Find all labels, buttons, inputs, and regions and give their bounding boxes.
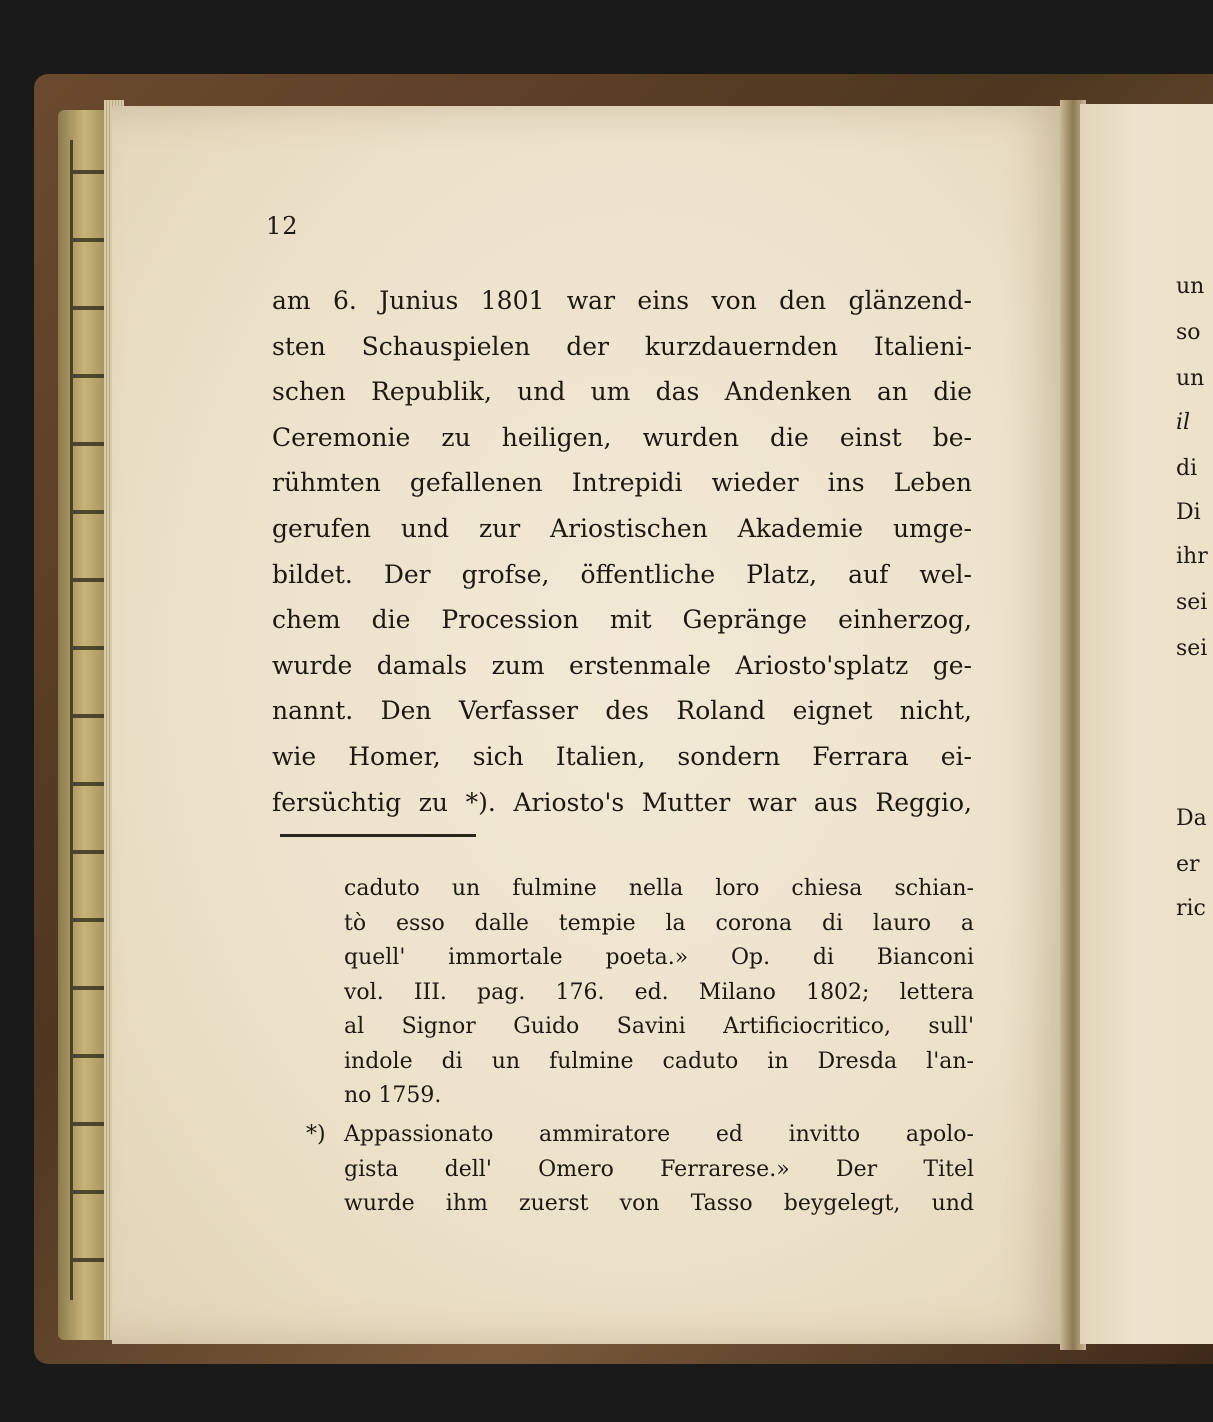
footnote-continued	[344, 872, 974, 1114]
body-line: chem die Procession mit Gepränge einherzog,	[272, 605, 972, 635]
body-line: fersüchtig zu *). Ariosto's Mutter war aus Reggio,	[272, 787, 972, 817]
body-line: schen Republik, und um das Andenken an die	[272, 377, 972, 407]
footnote-asterisk	[306, 1118, 974, 1222]
footnote-line: quell' immortale poeta.» Op. di Bianconi	[344, 945, 974, 970]
footnote-line: Appassionato ammiratore ed invitto apolo-	[344, 1122, 974, 1147]
body-line: bildet. Der grofse, öffentliche Platz, auf wel-	[272, 559, 972, 589]
facing-fragment: sei	[1176, 590, 1208, 615]
footnote-rule	[280, 834, 476, 837]
body-line: sten Schauspielen der kurzdauernden Italieni-	[272, 331, 972, 361]
body-line: wie Homer, sich Italien, sondern Ferrara ei-	[272, 741, 972, 771]
footnote-line: al Signor Guido Savini Artificiocritico, sull'	[344, 1014, 974, 1039]
facing-fragment: er	[1176, 852, 1200, 877]
facing-fragment: il	[1176, 410, 1191, 435]
facing-fragment: un	[1176, 366, 1205, 391]
facing-fragment: ihr	[1176, 544, 1208, 569]
footnote-line: wurde ihm zuerst von Tasso beygelegt, und	[344, 1191, 974, 1216]
body-line: am 6. Junius 1801 war eins von den glänzend-	[272, 286, 972, 315]
footnote-line: indole di un fulmine caduto in Dresda l'an-	[344, 1048, 974, 1074]
body-line: wurde damals zum erstenmale Ariosto'splatz ge-	[272, 650, 972, 680]
right-page	[1080, 104, 1213, 1344]
footnote-marker: *)	[306, 1122, 326, 1147]
body-line: rühmten gefallenen Intrepidi wieder ins Leben	[272, 468, 972, 498]
body-line: Ceremonie zu heiligen, wurden die einst be-	[272, 422, 972, 452]
footnote-line: vol. III. pag. 176. ed. Milano 1802; lettera	[344, 979, 974, 1005]
footnote-line: no 1759.	[344, 1083, 442, 1108]
footnote-line: caduto un fulmine nella loro chiesa schian-	[344, 876, 974, 901]
page-number: 12	[266, 212, 299, 240]
body-text	[272, 278, 972, 825]
footnote-line: gista dell' Omero Ferrarese.» Der Titel	[344, 1156, 974, 1182]
body-line: gerufen und zur Ariostischen Akademie umge-	[272, 513, 972, 543]
footnote-line: tò esso dalle tempie la corona di lauro a	[344, 910, 974, 936]
facing-fragment: un	[1176, 274, 1205, 299]
facing-fragment: Da	[1176, 806, 1207, 831]
body-line: nannt. Den Verfasser des Roland eignet nicht,	[272, 696, 972, 726]
facing-fragment: sei	[1176, 636, 1208, 661]
facing-fragment: di	[1176, 456, 1198, 481]
facing-fragment: ric	[1176, 896, 1206, 921]
facing-fragment: Di	[1176, 500, 1201, 525]
facing-fragment: so	[1176, 320, 1201, 345]
